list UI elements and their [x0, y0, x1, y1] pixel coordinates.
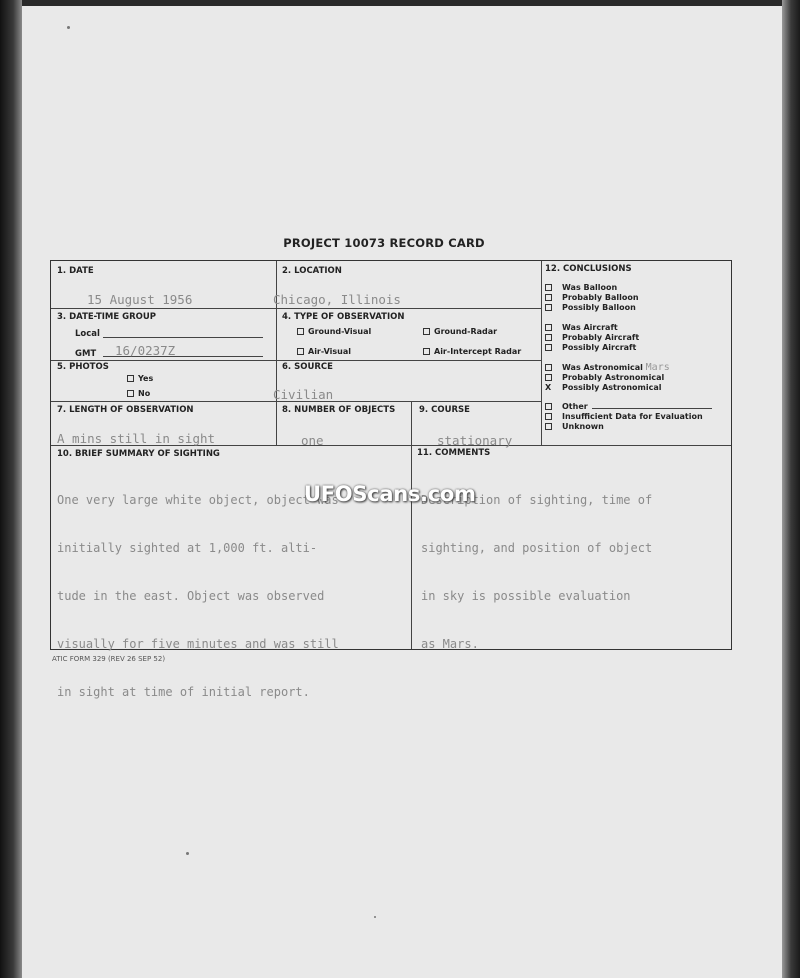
- checkbox: [127, 375, 134, 382]
- check-mark: X: [545, 383, 552, 392]
- summary-line: One very large white object, object was: [57, 493, 339, 507]
- speck: [374, 916, 376, 918]
- photos-no-option: No: [127, 389, 150, 398]
- film-edge-left: [0, 0, 22, 978]
- length-label: 7. LENGTH OF OBSERVATION: [57, 405, 194, 415]
- checkbox: [545, 413, 552, 420]
- summary-line: visually for five minutes and was still: [57, 637, 339, 651]
- summary-text: [57, 460, 339, 732]
- comments-line: in sky is possible evaluation: [421, 589, 631, 603]
- date-value: 15 August 1956: [87, 292, 193, 307]
- dtg-label: 3. DATE-TIME GROUP: [57, 312, 157, 322]
- location-label: 2. LOCATION: [282, 266, 342, 276]
- checkbox: [545, 304, 552, 311]
- checkbox: [545, 423, 552, 430]
- card-title: PROJECT 10073 RECORD CARD: [283, 236, 485, 250]
- ground-visual-option: Ground-Visual: [297, 327, 371, 336]
- gmt-label: GMT: [75, 349, 97, 359]
- summary-label: 10. BRIEF SUMMARY OF SIGHTING: [57, 449, 220, 459]
- conclusions-group-astronomical: Was Astronomical Mars Probably Astronomical X Possibly Astronomical: [545, 362, 670, 392]
- summary-line: in sight at time of initial report.: [57, 685, 310, 699]
- checkbox: [545, 284, 552, 291]
- gmt-value: 16/0237Z: [115, 343, 176, 358]
- conclusions-group-balloon: Was Balloon Probably Balloon Possibly Balloon: [545, 283, 639, 313]
- summary-line: tude in the east. Object was observed: [57, 589, 325, 603]
- source-label: 6. SOURCE: [282, 362, 333, 372]
- checkbox: [545, 324, 552, 331]
- location-value: Chicago, Illinois: [273, 292, 401, 307]
- checkbox: [423, 328, 430, 335]
- comments-label: 11. COMMENTS: [417, 448, 491, 458]
- checkbox: [297, 328, 304, 335]
- checkbox: [297, 348, 304, 355]
- course-value: stationary: [437, 433, 513, 448]
- checkbox: [127, 390, 134, 397]
- objects-value: one: [301, 433, 324, 448]
- checkbox: [545, 364, 552, 371]
- checkbox: [545, 344, 552, 351]
- air-visual-option: Air-Visual: [297, 347, 351, 356]
- photos-label: 5. PHOTOS: [57, 362, 109, 372]
- objects-label: 8. NUMBER OF OBJECTS: [282, 405, 396, 415]
- comments-line: Description of sighting, time of: [421, 493, 653, 507]
- air-intercept-option: Air-Intercept Radar: [423, 347, 521, 356]
- astro-note: Mars: [645, 362, 670, 373]
- course-label: 9. COURSE: [419, 405, 470, 415]
- length-value: A mins still in sight: [57, 431, 216, 446]
- date-label: 1. DATE: [57, 266, 94, 276]
- comments-line: as Mars.: [421, 637, 479, 651]
- conclusions-label: 12. CONCLUSIONS: [545, 264, 632, 274]
- local-label: Local: [75, 329, 100, 339]
- ground-radar-option: Ground-Radar: [423, 327, 497, 336]
- checkbox: [423, 348, 430, 355]
- speck: [67, 26, 70, 29]
- checkbox: [545, 334, 552, 341]
- conclusions-group-other: Other Insufficient Data for Evaluation Unknown: [545, 402, 712, 432]
- photos-yes-option: Yes: [127, 374, 153, 383]
- type-obs-label: 4. TYPE OF OBSERVATION: [282, 312, 405, 322]
- film-edge-right: [782, 0, 800, 978]
- checkbox: [545, 294, 552, 301]
- source-value: Civilian: [273, 387, 334, 402]
- watermark: UFOScans.com: [304, 482, 476, 506]
- checkbox: [545, 374, 552, 381]
- conclusions-group-aircraft: Was Aircraft Probably Aircraft Possibly Aircraft: [545, 323, 639, 353]
- comments-line: sighting, and position of object: [421, 541, 653, 555]
- summary-line: initially sighted at 1,000 ft. alti-: [57, 541, 318, 555]
- checkbox: [545, 403, 552, 410]
- form-number: ATIC FORM 329 (REV 26 SEP 52): [52, 655, 166, 663]
- speck: [186, 852, 189, 855]
